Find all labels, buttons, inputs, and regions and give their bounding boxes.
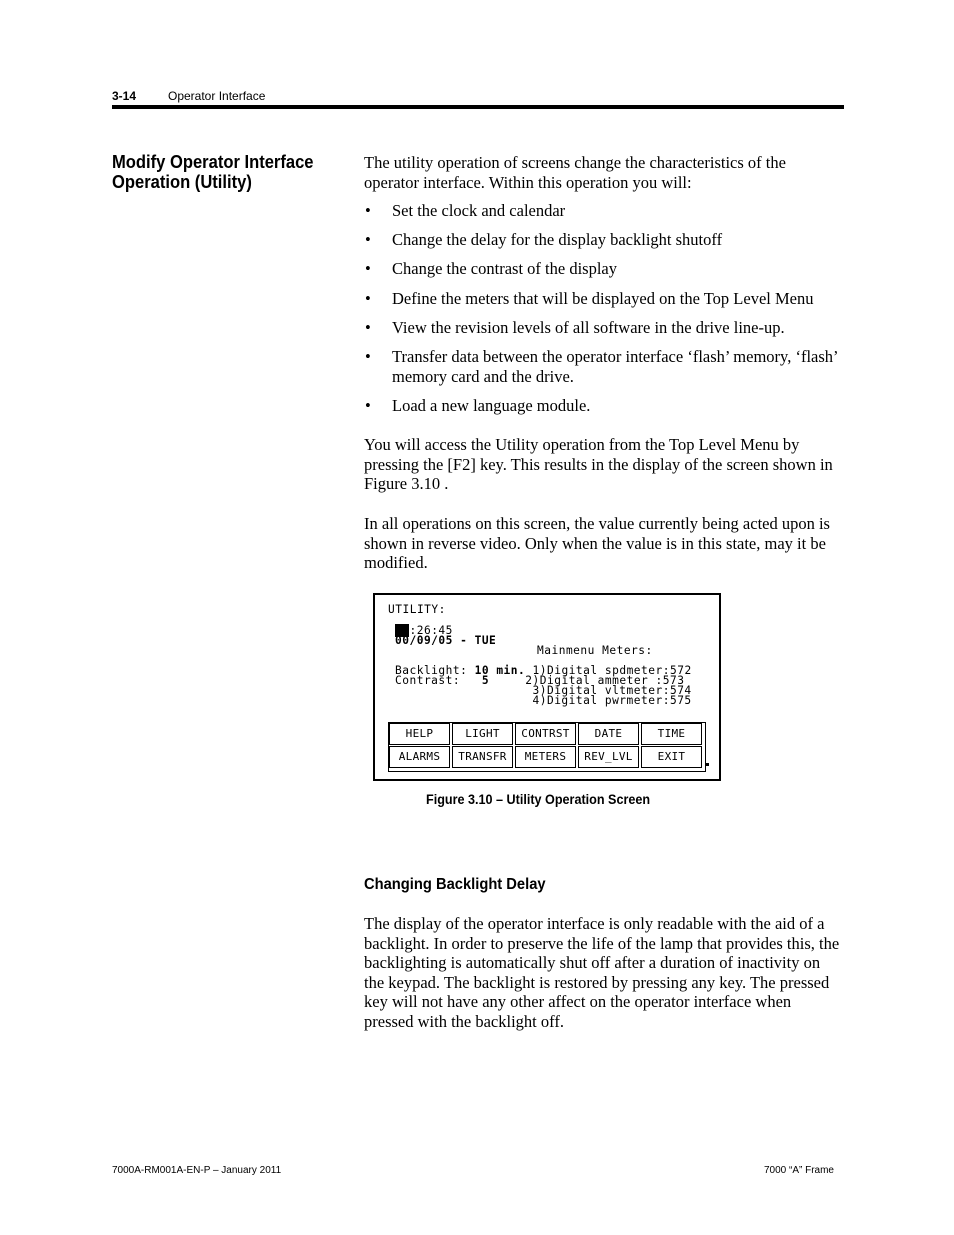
running-header-title: Operator Interface (168, 89, 266, 103)
utility-screen-figure (373, 593, 721, 781)
figure-caption: Figure 3.10 – Utility Operation Screen (426, 791, 651, 807)
lcd-indicator-dot (706, 763, 709, 766)
footer-product-name: 7000 “A” Frame (763, 1165, 834, 1176)
lcd-meter-line: 3)Digital vltmeter:574 (532, 684, 692, 697)
bullet-item: • Change the contrast of the display (364, 259, 842, 279)
function-key-grid (388, 722, 706, 772)
fkey-exit[interactable]: EXIT (641, 746, 702, 768)
fkey-help[interactable]: HELP (389, 723, 450, 745)
lcd-date: 00/09/05 - TUE (395, 634, 497, 647)
lcd-mainmenu-meters-label: Mainmenu Meters: (537, 644, 653, 657)
fkey-meters[interactable]: METERS (515, 746, 576, 768)
lcd-meter-line: 1)Digital spdmeter:572 (532, 664, 692, 677)
fkey-time[interactable]: TIME (641, 723, 702, 745)
page-number: 3-14 (112, 89, 137, 103)
fkey-transfr[interactable]: TRANSFR (452, 746, 513, 768)
header-rule (112, 105, 844, 109)
bullet-item: • Define the meters that will be displayed on the Top Level Menu (364, 289, 842, 309)
lcd-title: UTILITY: (388, 603, 446, 616)
lcd-meter-line: 4)Digital pwrmeter:575 (532, 694, 692, 707)
access-paragraph: You will access the Utility operation from the Top Level Menu by pressing the [F2] key. This results in the display of the screen shown in Figure 3.10 . (364, 435, 833, 494)
lcd-backlight-value: 10 min. (474, 664, 526, 677)
fkey-rev-lvl[interactable]: REV_LVL (578, 746, 639, 768)
footer-publication-id: 7000A-RM001A-EN-P – January 2011 (112, 1165, 282, 1176)
bullet-item: • Transfer data between the operator interface ‘flash’ memory, ‘flash’ memory card and the drive. (364, 347, 842, 386)
section-heading: Modify Operator Interface Operation (Utility) (112, 152, 314, 192)
lcd-meter-row (395, 696, 692, 706)
lcd-time-hour-highlight: 11 (395, 624, 410, 637)
lcd-contrast-value: 5 (481, 674, 490, 687)
reverse-video-paragraph: In all operations on this screen, the value currently being acted upon is shown in reverse video. Only when the value is in this state, may it be modified. (364, 514, 830, 573)
bullet-item: • Change the delay for the display backlight shutoff (364, 230, 842, 250)
backlight-paragraph: The display of the operator interface is only readable with the aid of a backlight. In order to preserve the life of the lamp that provides this, the backlighting is automatically shut off after a duration of inactivity on the keypad. The backlight is restored by pressing any key. The pressed key will not have any other affect on the operator interface when pressed with the backlight off. (364, 914, 840, 1031)
feature-bullet-list (364, 201, 842, 425)
fkey-contrst[interactable]: CONTRST (515, 723, 576, 745)
fkey-light[interactable]: LIGHT (452, 723, 513, 745)
bullet-item: • Set the clock and calendar (364, 201, 842, 221)
bullet-item: • Load a new language module. (364, 396, 842, 416)
lcd-time-rest: :26:45 (409, 624, 453, 637)
bullet-item: • View the revision levels of all software in the drive line-up. (364, 318, 842, 338)
subsection-heading: Changing Backlight Delay (364, 876, 546, 893)
fkey-date[interactable]: DATE (578, 723, 639, 745)
lcd-meter-line: 2)Digital ammeter :573 (525, 674, 685, 687)
lcd-contrast-label: Contrast: (395, 674, 461, 687)
fkey-alarms[interactable]: ALARMS (389, 746, 450, 768)
lcd-backlight-label: Backlight: (395, 664, 468, 677)
intro-paragraph: The utility operation of screens change the characteristics of the operator interface. Within this operation you will: (364, 153, 786, 192)
